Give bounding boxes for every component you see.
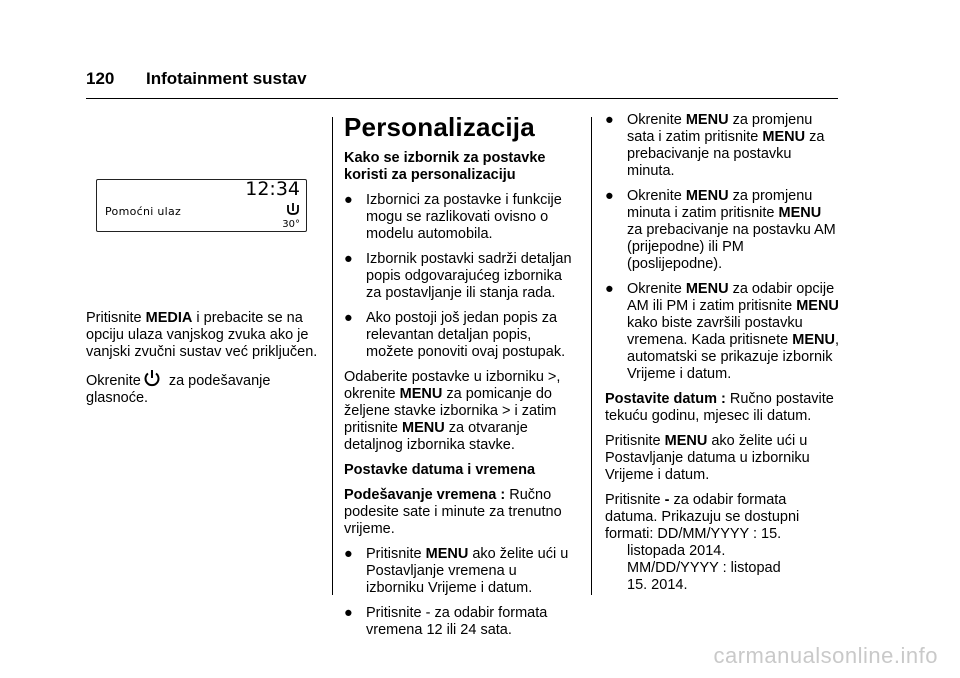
list-item: ● Okrenite MENU za promjenu sata i zatim pritisnite MENU za prebacivanje na postavku minuta. xyxy=(605,112,825,179)
display-temperature: 30° xyxy=(282,219,300,230)
display-source-label: Pomoćni ulaz xyxy=(105,205,182,218)
radio-display-illustration xyxy=(96,179,307,232)
page-number: 120 xyxy=(86,69,115,88)
bullet-icon: ● xyxy=(344,605,353,621)
power-knob-icon xyxy=(143,369,161,387)
list-item: ● Okrenite MENU za promjenu minuta i zatim pritisnite MENU za prebacivanje na postavku AM (prijepodne) ili PM (poslijepodne). xyxy=(605,188,836,272)
paragraph-media: Pritisnite MEDIA i prebacite se na opciju ulaza vanjskog zvuka ako je vanjski zvučni sustav već priključen. xyxy=(86,310,318,360)
page-header xyxy=(86,70,307,87)
paragraph-time-setting: Podešavanje vremena : Ručno podesite sate i minute za trenutno vrijeme. xyxy=(344,487,562,537)
list-item: ● Pritisnite MENU ako želite ući u Postavljanje vremena u izborniku Vrijeme i datum. xyxy=(344,546,569,596)
bullet-icon: ● xyxy=(605,112,614,128)
column-1 xyxy=(86,310,326,415)
bullet-icon: ● xyxy=(605,281,614,297)
paragraph-date-format: Pritisnite - za odabir formata datuma. Prikazuju se dostupni formati: DD/MM/YYYY : 15. xyxy=(605,492,800,542)
column-divider-right xyxy=(591,117,592,595)
section-title: Personalizacija xyxy=(344,112,535,142)
list-item: ● Izbornik postavki sadrži detaljan popis odgovarajućeg izbornika za postavljanje ili stanja rada. xyxy=(344,251,572,301)
column-3 xyxy=(605,112,839,594)
column-2 xyxy=(344,112,576,647)
bullet-icon: ● xyxy=(344,546,353,562)
format-line: 15. 2014. xyxy=(627,577,688,593)
heading-date-time: Postavke datuma i vremena xyxy=(344,462,536,478)
key-media: MEDIA xyxy=(145,310,193,326)
section-subtitle: Kako se izbornik za postavke koristi za personalizaciju xyxy=(344,150,546,183)
list-item: ● Okrenite MENU za odabir opcije AM ili PM i zatim pritisnite MENU kako biste završili postavku vremena. Kada pritisnete MENU, automatski se prikazuje izbornik Vrijeme i datum. xyxy=(605,281,839,382)
watermark-link[interactable]: carmanualsonline.info xyxy=(713,643,938,668)
list-item: ● Ako postoji još jedan popis za relevantan detaljan popis, možete ponoviti ovaj postupak. xyxy=(344,310,566,360)
column-divider-left xyxy=(332,117,333,595)
paragraph-set-date: Postavite datum : Ručno postavite tekuću godinu, mjesec ili datum. xyxy=(605,391,834,424)
format-line: MM/DD/YYYY : listopad xyxy=(627,560,781,576)
microphone-icon xyxy=(287,202,299,216)
bullet-icon: ● xyxy=(344,251,353,267)
paragraph-select: Odaberite postavke u izborniku >, okrenite MENU za pomicanje do željene stavke izbornika > i zatim pritisnite MENU za otvaranje detaljnog izbornika stavke. xyxy=(344,369,561,453)
list-item: ● Izbornici za postavke i funkcije mogu se razlikovati ovisno o modelu automobila. xyxy=(344,192,562,242)
header-rule xyxy=(86,98,838,99)
bullet-icon: ● xyxy=(605,188,614,204)
bullet-icon: ● xyxy=(344,310,353,326)
paragraph-date-menu: Pritisnite MENU ako želite ući u Postavljanje datuma u izborniku Vrijeme i datum. xyxy=(605,433,810,483)
header-title: Infotainment sustav xyxy=(146,69,307,88)
display-time: 12:34 xyxy=(245,178,300,200)
list-item: ● Pritisnite - za odabir formata vremena 12 ili 24 sata. xyxy=(344,605,548,638)
format-line: listopada 2014. xyxy=(627,543,726,559)
bullet-icon: ● xyxy=(344,192,353,208)
paragraph-volume: Okrenite za podešavanje glasnoće. xyxy=(86,369,326,407)
